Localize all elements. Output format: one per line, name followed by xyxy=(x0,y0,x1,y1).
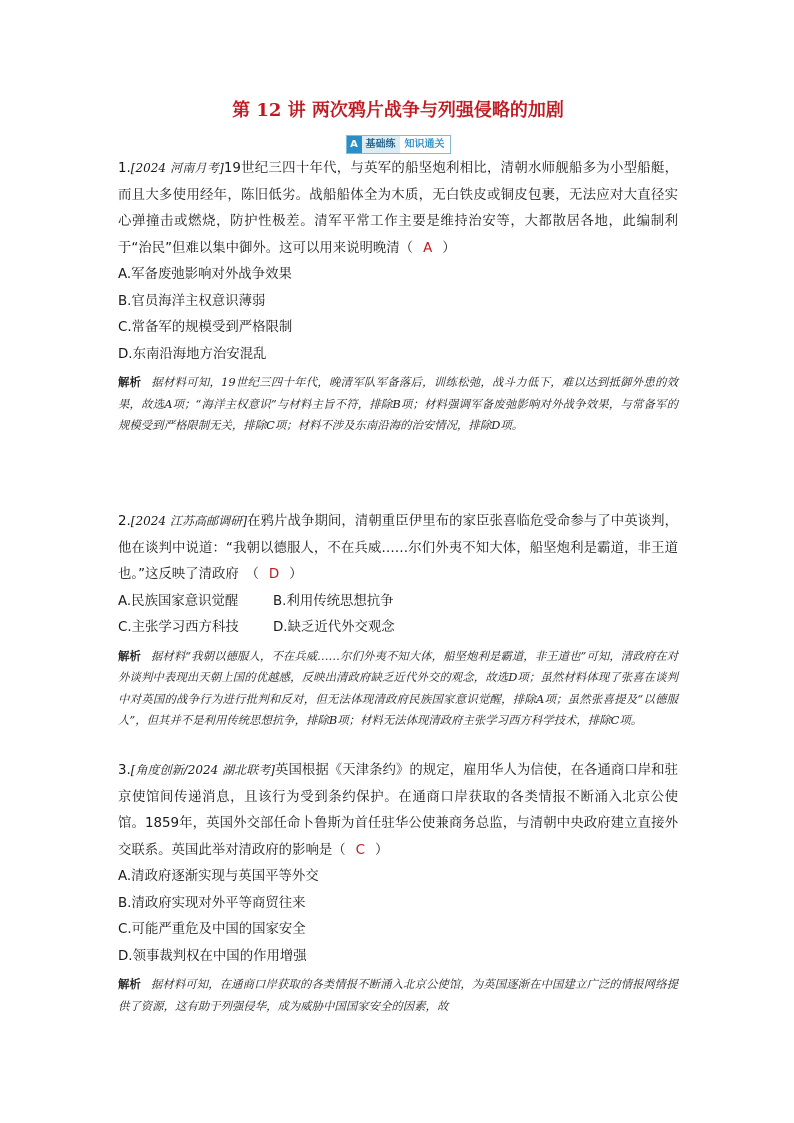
question-2 xyxy=(118,508,678,732)
question-text: 英国根据《天津条约》的规定，雇用华人为信使，在各通商口岸和驻京使馆间传递消息，且该行为受到条约保护。在通商口岸获取的各类情报不断涌入北京公使馆。1859年，英国外交部任命卜鲁斯为首任驻华公使兼商务总监，与清朝中央政府建立直接外交联系。英国此举对清政府的影响是（ xyxy=(118,763,679,858)
option-d: D.东南沿海地方治安混乱 xyxy=(118,346,267,362)
option-a: A.军备废弛影响对外战争效果 xyxy=(118,267,292,282)
option-a: A.民族国家意识觉醒 xyxy=(118,593,239,609)
explanation xyxy=(118,646,678,732)
answer-close-paren: ） xyxy=(289,567,303,582)
answer-close-paren: ） xyxy=(442,240,456,256)
question-text: 19世纪三四十年代，与英军的船坚炮利相比，清朝水师舰船多为小型船艇，而且大多使用经年，陈旧低劣。战船船体全为木质，无白铁皮或铜皮包裹，无法应对大直径实心弹撞击或燃烧，防护性极差。清军平常工作主要是维持治安等，大都散居各地，此编制利于“治民”但难以集中御外。这可以用来说明晚清（ xyxy=(118,161,678,256)
question-number: 2. xyxy=(118,514,131,529)
badge-topic: 知识通关 xyxy=(400,136,450,153)
explanation-label: 解析 xyxy=(118,648,141,663)
question-source: [2024 江苏高邮调研] xyxy=(130,514,248,528)
question-source: [2024 河南月考] xyxy=(130,161,224,175)
option-b: B.利用传统思想抗争 xyxy=(273,593,394,609)
explanation xyxy=(118,974,678,1017)
explanation xyxy=(118,372,678,437)
option-b: B.清政府实现对外平等商贸往来 xyxy=(118,895,306,911)
badge-level: 基础练 xyxy=(362,136,400,153)
answer-letter: C xyxy=(355,842,365,858)
section-badge-row xyxy=(118,132,678,154)
question-number: 3. xyxy=(118,763,131,778)
explanation-text: 据材料可知，在通商口岸获取的各类情报不断涌入北京公使馆，为英国逐渐在中国建立广泛的情报网络提供了资源，这有助于列强侵华，成为威胁中国国家安全的因素，故 xyxy=(118,977,678,1013)
badge-letter: A xyxy=(347,136,362,153)
options-row-2 xyxy=(118,615,678,642)
answer-letter: D xyxy=(268,567,280,582)
question-1 xyxy=(118,155,678,437)
answer-close-paren: ） xyxy=(375,842,389,858)
answer-letter: A xyxy=(423,240,433,256)
question-stem xyxy=(118,757,678,864)
option-d: D.缺乏近代外交观念 xyxy=(273,620,395,635)
options-row-1 xyxy=(118,589,678,616)
section-badge xyxy=(346,135,451,154)
option-c: C.主张学习西方科技 xyxy=(118,620,239,635)
question-source: [角度创新/2024 湖北联考] xyxy=(130,763,275,777)
option-b: B.官员海洋主权意识薄弱 xyxy=(118,293,266,309)
explanation-text: 据材料“我朝以德服人，不在兵威……尔们外夷不知大体，船坚炮利是霸道，非王道也”可知，清政府在对外谈判中表现出天朝上国的优越感，反映出清政府缺乏近代外交的观念，故选D项；虽然材料体现了张喜在谈判中对英国的战争行为进行批判和反对，但无法体现清政府民族国家意识觉醒，排除A项；虽然张喜提及“以德服人”，但其并不是利用传统思想抗争，排除B项；材料无法体现清政府主张学习西方科学技术，排除C项。 xyxy=(118,648,678,727)
question-3 xyxy=(118,757,678,1017)
option-c: C.常备军的规模受到严格限制 xyxy=(118,320,293,335)
option-d: D.领事裁判权在中国的作用增强 xyxy=(118,948,307,964)
page-title: 第 12 讲 两次鸦片战争与列强侵略的加剧 xyxy=(232,100,564,121)
question-text: 在鸦片战争期间，清朝重臣伊里布的家臣张喜临危受命参与了中英谈判，他在谈判中说道：“我朝以德服人，不在兵威……尔们外夷不知大体，船坚炮利是霸道，非王道也。”这反映了清政府 （ xyxy=(118,514,679,582)
option-a: A.清政府逐渐实现与英国平等外交 xyxy=(118,869,319,884)
explanation-label: 解析 xyxy=(118,977,141,991)
question-number: 1. xyxy=(118,161,131,176)
option-c: C.可能严重危及中国的国家安全 xyxy=(118,922,306,937)
question-stem xyxy=(118,508,678,589)
explanation-text: 据材料可知，19世纪三四十年代，晚清军队军备落后，训练松弛，战斗力低下，难以达到抵御外患的效果，故选A项；“海洋主权意识”与材料主旨不符，排除B项；材料强调军备废弛影响对外战争效果，与常备军的规模受到严格限制无关，排除C项；材料不涉及东南沿海的治安情况，排除D项。 xyxy=(118,375,678,432)
explanation-label: 解析 xyxy=(118,375,142,389)
question-stem xyxy=(118,155,678,262)
